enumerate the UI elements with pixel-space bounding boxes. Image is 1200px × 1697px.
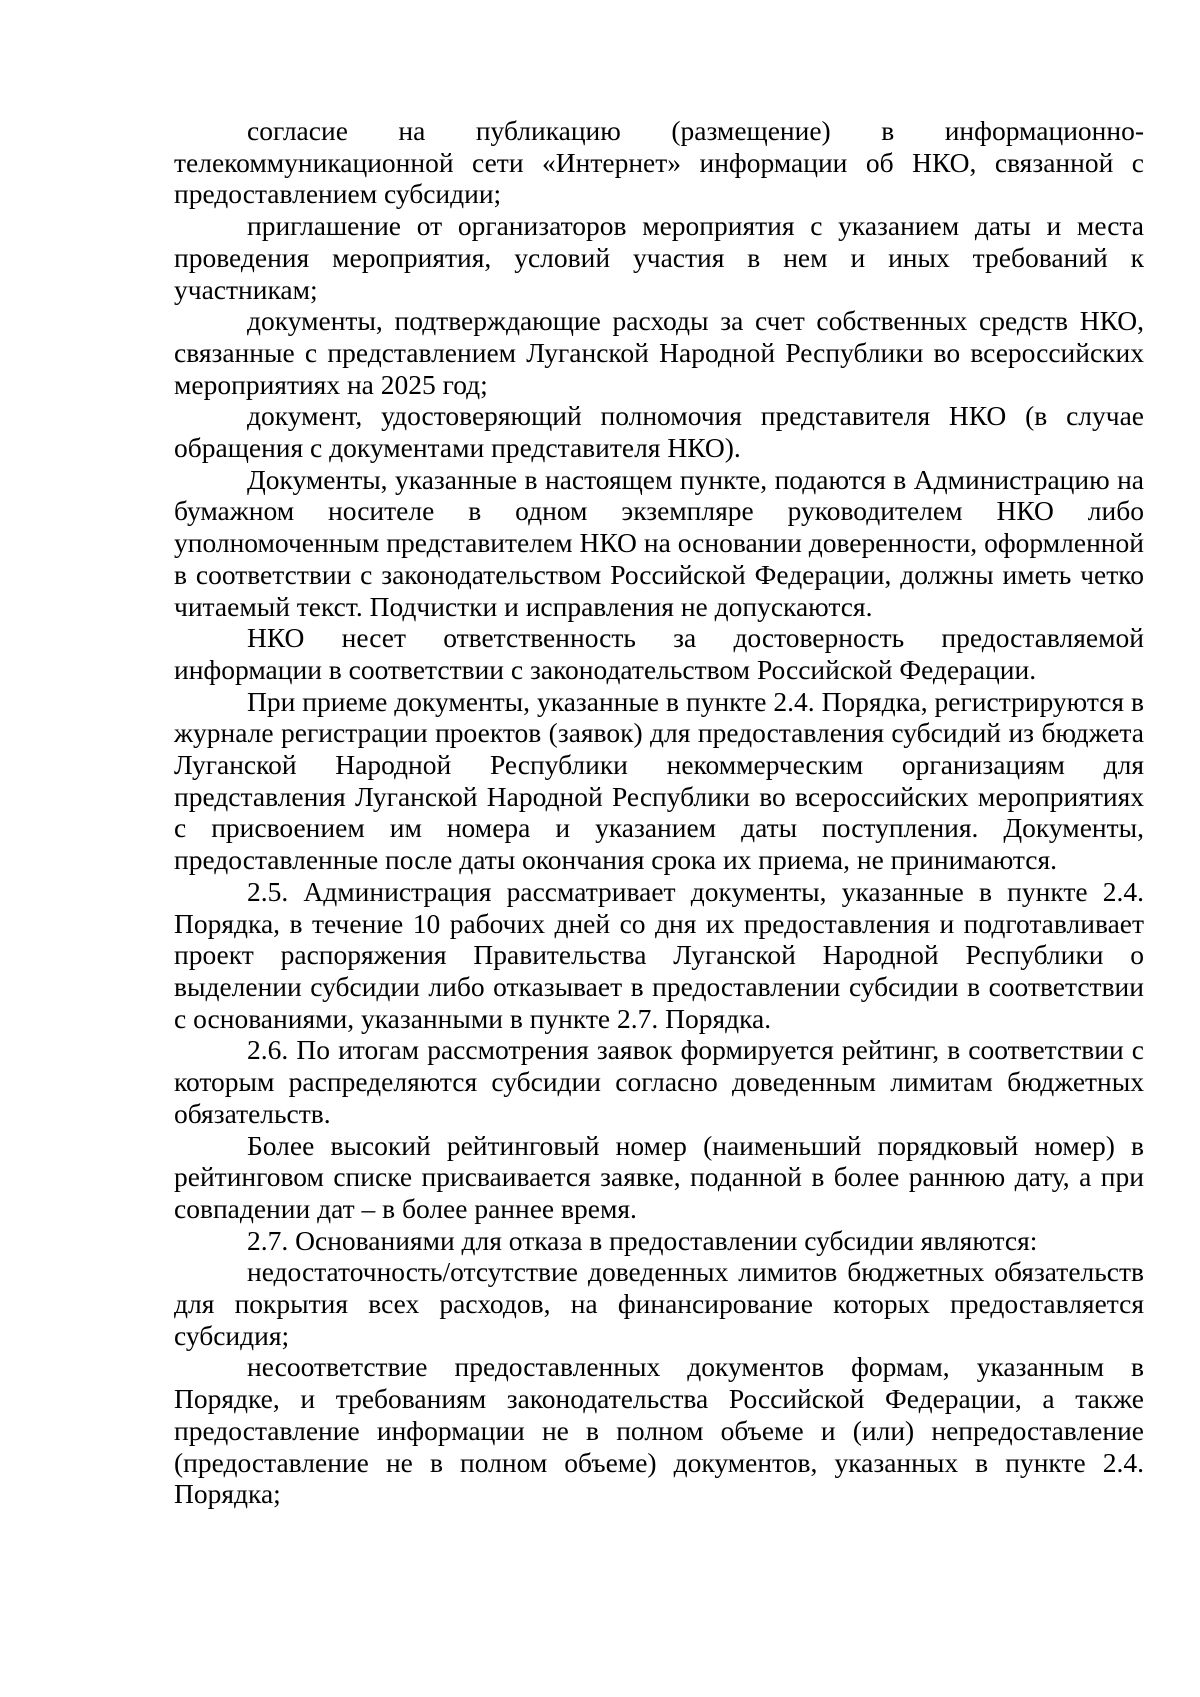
- document-page: [174, 115, 1144, 1510]
- paragraph-invitation: приглашение от организаторов мероприятия с указанием даты и места проведения мероприятия, условий участия в нем и иных требований к участникам;: [174, 210, 1144, 305]
- paragraph-2-5: 2.5. Администрация рассматривает документы, указанные в пункте 2.4. Порядка, в течение 10 рабочих дней со дня их предоставления и подготавливает проект распоряжения Правительства Луганской Народной Республики о выделении субсидии либо отказывает в предоставлении субсидии в соответствии с основаниями, указанными в пункте 2.7. Порядка.: [174, 875, 1144, 1034]
- paragraph-responsibility: НКО несет ответственность за достоверность предоставляемой информации в соответствии с законодательством Российской Федерации.: [174, 622, 1144, 685]
- paragraph-insufficient-limits: недостаточность/отсутствие доведенных лимитов бюджетных обязательств для покрытия всех расходов, на финансирование которых предоставляется субсидия;: [174, 1256, 1144, 1351]
- paragraph-submission-rules: Документы, указанные в настоящем пункте, подаются в Администрацию на бумажном носителе в одном экземпляре руководителем НКО либо уполномоченным представителем НКО на основании доверенности, оформленной в соответствии с законодательством Российской Федерации, должны иметь четко читаемый текст. Подчистки и исправления не допускаются.: [174, 463, 1144, 622]
- paragraph-expense-documents: документы, подтверждающие расходы за счет собственных средств НКО, связанные с представлением Луганской Народной Республики во всероссийских мероприятиях на 2025 год;: [174, 305, 1144, 400]
- paragraph-consent-publication: согласие на публикацию (размещение) в информационно-телекоммуникационной сети «Интернет» информации об НКО, связанной с предоставлением субсидии;: [174, 115, 1144, 210]
- paragraph-authority-document: документ, удостоверяющий полномочия представителя НКО (в случае обращения с документами представителя НКО).: [174, 400, 1144, 464]
- paragraph-rating-order: Более высокий рейтинговый номер (наименьший порядковый номер) в рейтинговом списке присваивается заявке, поданной в более раннюю дату, а при совпадении дат – в более раннее время.: [174, 1129, 1144, 1224]
- paragraph-registration: При приеме документы, указанные в пункте 2.4. Порядка, регистрируются в журнале регистрации проектов (заявок) для предоставления субсидий из бюджета Луганской Народной Республики некоммерческим организациям для представления Луганской Народной Республики во всероссийских мероприятиях с присвоением им номера и указанием даты поступления. Документы, предоставленные после даты окончания срока их приема, не принимаются.: [174, 685, 1144, 876]
- paragraph-nonconformity: несоответствие предоставленных документов формам, указанным в Порядке, и требованиям законодательства Российской Федерации, а также предоставление информации не в полном объеме и (или) непредоставление (предоставление не в полном объеме) документов, указанных в пункте 2.4. Порядка;: [174, 1351, 1144, 1510]
- paragraph-2-7: 2.7. Основаниями для отказа в предоставлении субсидии являются:: [247, 1224, 1038, 1256]
- paragraph-2-6: 2.6. По итогам рассмотрения заявок формируется рейтинг, в соответствии с которым распределяются субсидии согласно доведенным лимитам бюджетных обязательств.: [174, 1034, 1144, 1129]
